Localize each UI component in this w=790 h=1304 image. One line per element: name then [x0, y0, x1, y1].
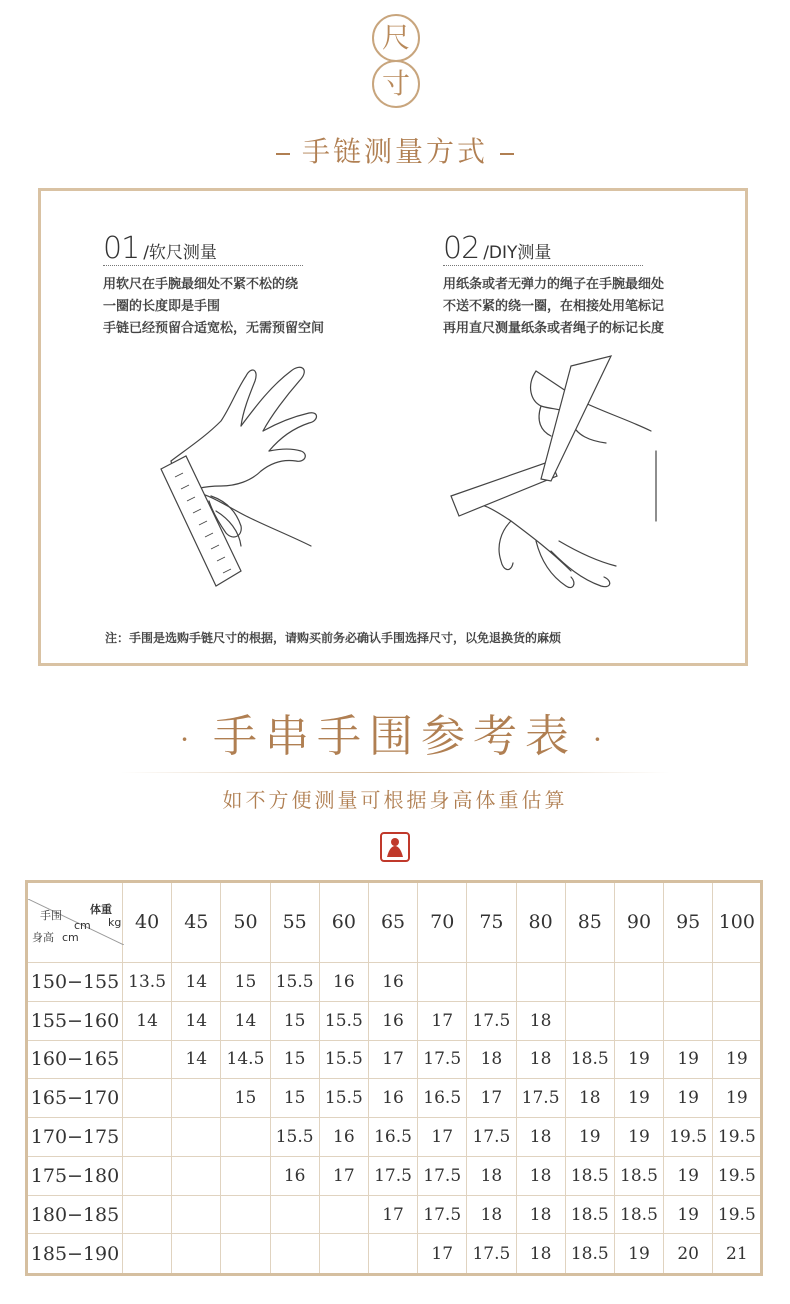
wrist-size-cell [123, 1195, 172, 1234]
height-range-cell: 185−190 [27, 1234, 123, 1275]
method-name: /软尺测量 [143, 243, 217, 263]
wrist-size-cell [172, 1118, 221, 1157]
wrist-size-cell: 16 [368, 1079, 417, 1118]
wrist-size-cell: 17.5 [516, 1079, 565, 1118]
wrist-size-cell: 21 [713, 1234, 762, 1275]
wrist-size-cell [713, 962, 762, 1001]
hand-pen-marking-illustration [441, 351, 681, 611]
method-header [103, 231, 303, 266]
wrist-size-cell: 14.5 [221, 1040, 270, 1079]
method-name: /DIY测量 [483, 243, 552, 263]
table-row [27, 1234, 762, 1275]
wrist-size-cell: 17 [418, 1234, 467, 1275]
wrist-size-cell [123, 1040, 172, 1079]
weight-header-cell: 50 [221, 882, 270, 963]
wrist-size-cell: 14 [172, 1001, 221, 1040]
table-row [27, 1001, 762, 1040]
wrist-size-cell [123, 1118, 172, 1157]
wrist-size-cell: 17.5 [467, 1234, 516, 1275]
measure-methods-frame [38, 188, 748, 666]
method-number: 01 [103, 231, 140, 266]
weight-header-cell: 55 [270, 882, 319, 963]
hand-tape-measure-illustration [151, 351, 351, 601]
wrist-size-cell: 19 [614, 1040, 663, 1079]
title-dash-left [276, 153, 290, 155]
weight-header-cell: 80 [516, 882, 565, 963]
wrist-size-cell: 18 [516, 1118, 565, 1157]
badge-chi: 尺 [372, 14, 420, 62]
desc-line: 用纸条或者无弹力的绳子在手腕最细处 [443, 277, 665, 292]
wrist-size-cell: 18 [565, 1079, 614, 1118]
wrist-size-cell [418, 962, 467, 1001]
wrist-size-cell: 19 [664, 1040, 713, 1079]
wrist-size-cell: 13.5 [123, 962, 172, 1001]
wrist-size-cell: 19 [713, 1079, 762, 1118]
corner-wrist: 手围 [40, 909, 62, 923]
wrist-size-cell [565, 962, 614, 1001]
title-dash-right [500, 153, 514, 155]
wrist-size-cell: 18 [516, 1001, 565, 1040]
weight-header-cell: 60 [319, 882, 368, 963]
wrist-size-cell: 18 [516, 1195, 565, 1234]
weight-header-cell: 65 [368, 882, 417, 963]
wrist-size-cell: 16 [319, 1118, 368, 1157]
method-soft-ruler [103, 231, 403, 340]
section-title-text: 手链测量方式 [301, 135, 488, 168]
wrist-size-cell: 19 [565, 1118, 614, 1157]
wrist-size-cell: 14 [123, 1001, 172, 1040]
desc-line: 不送不紧的绕一圈，在相接处用笔标记 [443, 299, 665, 314]
weight-header-cell: 75 [467, 882, 516, 963]
desc-line: 再用直尺测量纸条或者绳子的标记长度 [443, 321, 665, 336]
wrist-size-cell: 17 [467, 1079, 516, 1118]
wrist-size-cell: 18.5 [614, 1195, 663, 1234]
wrist-size-cell [713, 1001, 762, 1040]
wrist-size-cell: 16 [368, 962, 417, 1001]
table-subtitle: 如不方便测量可根据身高体重估算 [222, 788, 568, 812]
wrist-size-cell: 18.5 [614, 1156, 663, 1195]
wrist-size-cell [172, 1234, 221, 1275]
wrist-size-cell: 19 [664, 1079, 713, 1118]
wrist-size-cell: 19.5 [664, 1118, 713, 1157]
wrist-size-cell [664, 1001, 713, 1040]
wrist-size-cell: 15.5 [270, 962, 319, 1001]
height-range-cell: 150−155 [27, 962, 123, 1001]
weight-header-cell: 90 [614, 882, 663, 963]
wrist-size-cell: 18.5 [565, 1195, 614, 1234]
wrist-size-cell [319, 1234, 368, 1275]
wrist-size-cell: 16 [270, 1156, 319, 1195]
wrist-size-cell: 17 [368, 1040, 417, 1079]
wrist-size-cell: 16.5 [418, 1079, 467, 1118]
wrist-size-cell: 16 [368, 1001, 417, 1040]
wrist-size-cell: 19 [614, 1234, 663, 1275]
wrist-size-cell [319, 1195, 368, 1234]
title-dot-right: · [593, 723, 610, 756]
corner-cm1: cm [74, 919, 91, 933]
wrist-size-cell: 19.5 [713, 1195, 762, 1234]
wrist-size-cell: 18 [516, 1040, 565, 1079]
wrist-size-cell: 18 [467, 1040, 516, 1079]
wrist-size-cell [664, 962, 713, 1001]
wrist-size-cell [614, 1001, 663, 1040]
table-header-row [27, 882, 762, 963]
method-description [103, 274, 403, 340]
wrist-size-cell: 17.5 [368, 1156, 417, 1195]
wrist-size-cell: 19.5 [713, 1156, 762, 1195]
method-description [443, 274, 743, 340]
wrist-size-cell: 17 [368, 1195, 417, 1234]
wrist-size-cell [221, 1234, 270, 1275]
wrist-size-cell: 19 [614, 1079, 663, 1118]
wrist-size-cell: 14 [172, 962, 221, 1001]
desc-line: 手链已经预留合适宽松，无需预留空间 [103, 321, 325, 336]
note: 注：手围是选购手链尺寸的根据，请购买前务必确认手围选择尺寸，以免退换货的麻烦 [105, 631, 562, 645]
table-row [27, 1079, 762, 1118]
wrist-size-cell: 18 [467, 1195, 516, 1234]
wrist-size-cell: 18 [467, 1156, 516, 1195]
wrist-size-cell: 18.5 [565, 1234, 614, 1275]
table-row [27, 1040, 762, 1079]
table-row [27, 1156, 762, 1195]
wrist-size-cell: 17.5 [467, 1001, 516, 1040]
table-row [27, 1195, 762, 1234]
weight-header-cell: 100 [713, 882, 762, 963]
seal-icon [380, 832, 410, 862]
height-range-cell: 170−175 [27, 1118, 123, 1157]
table-row [27, 1118, 762, 1157]
wrist-size-cell [270, 1195, 319, 1234]
desc-line: 用软尺在手腕最细处不紧不松的绕 [103, 277, 299, 292]
weight-header-cell: 40 [123, 882, 172, 963]
wrist-size-cell: 18 [516, 1234, 565, 1275]
height-range-cell: 175−180 [27, 1156, 123, 1195]
wrist-size-cell: 17 [418, 1118, 467, 1157]
height-range-cell: 165−170 [27, 1079, 123, 1118]
wrist-size-cell: 19 [614, 1118, 663, 1157]
wrist-size-cell: 15.5 [319, 1040, 368, 1079]
wrist-size-cell [172, 1195, 221, 1234]
wrist-size-cell: 17 [418, 1001, 467, 1040]
wrist-size-cell [123, 1234, 172, 1275]
corner-cm2: cm [62, 931, 79, 945]
wrist-size-cell: 17.5 [467, 1118, 516, 1157]
wrist-size-cell: 17 [319, 1156, 368, 1195]
wrist-size-cell [221, 1156, 270, 1195]
wrist-size-cell: 15 [270, 1001, 319, 1040]
wrist-size-cell: 15 [270, 1040, 319, 1079]
height-range-cell: 160−165 [27, 1040, 123, 1079]
wrist-size-cell: 15.5 [319, 1079, 368, 1118]
wrist-size-cell: 15.5 [270, 1118, 319, 1157]
title-dot-left: · [180, 723, 197, 756]
wrist-size-cell: 14 [172, 1040, 221, 1079]
table-title-text: 手串手围参考表 [213, 711, 577, 762]
wrist-size-cell [516, 962, 565, 1001]
height-range-cell: 155−160 [27, 1001, 123, 1040]
wrist-size-cell: 15 [270, 1079, 319, 1118]
wrist-size-cell [221, 1195, 270, 1234]
badge-cun: 寸 [372, 60, 420, 108]
title-divider [120, 772, 670, 773]
weight-header-cell: 45 [172, 882, 221, 963]
wrist-size-cell [565, 1001, 614, 1040]
weight-header-cell: 70 [418, 882, 467, 963]
wrist-size-cell [614, 962, 663, 1001]
wrist-size-cell: 20 [664, 1234, 713, 1275]
weight-header-cell: 85 [565, 882, 614, 963]
wrist-size-cell [467, 962, 516, 1001]
method-header [443, 231, 643, 266]
wrist-size-cell: 17.5 [418, 1040, 467, 1079]
section-title [0, 130, 790, 170]
wrist-size-cell: 19 [664, 1156, 713, 1195]
wrist-size-cell: 15.5 [319, 1001, 368, 1040]
wrist-size-cell: 15 [221, 962, 270, 1001]
method-diy [443, 231, 743, 340]
height-range-cell: 180−185 [27, 1195, 123, 1234]
wrist-size-cell: 19 [713, 1040, 762, 1079]
wrist-size-cell: 16 [319, 962, 368, 1001]
size-reference-table [25, 880, 763, 1276]
wrist-size-cell [221, 1118, 270, 1157]
wrist-size-cell: 14 [221, 1001, 270, 1040]
corner-weight: 体重 [90, 903, 112, 917]
wrist-size-cell [123, 1156, 172, 1195]
wrist-size-cell: 17.5 [418, 1156, 467, 1195]
wrist-size-cell: 18 [516, 1156, 565, 1195]
corner-cell [27, 882, 123, 963]
wrist-size-cell: 19 [664, 1195, 713, 1234]
wrist-size-cell: 18.5 [565, 1040, 614, 1079]
wrist-size-cell [172, 1079, 221, 1118]
corner-kg: kg [108, 916, 122, 930]
wrist-size-cell: 17.5 [418, 1195, 467, 1234]
wrist-size-cell: 16.5 [368, 1118, 417, 1157]
wrist-size-cell: 19.5 [713, 1118, 762, 1157]
wrist-size-cell [123, 1079, 172, 1118]
table-title [0, 700, 790, 764]
method-number: 02 [443, 231, 480, 266]
wrist-size-cell [172, 1156, 221, 1195]
wrist-size-cell [270, 1234, 319, 1275]
weight-header-cell: 95 [664, 882, 713, 963]
corner-height: 身高 [32, 931, 54, 945]
wrist-size-cell [368, 1234, 417, 1275]
wrist-size-cell: 18.5 [565, 1156, 614, 1195]
wrist-size-cell: 15 [221, 1079, 270, 1118]
desc-line: 一圈的长度即是手围 [103, 299, 221, 314]
table-row [27, 962, 762, 1001]
